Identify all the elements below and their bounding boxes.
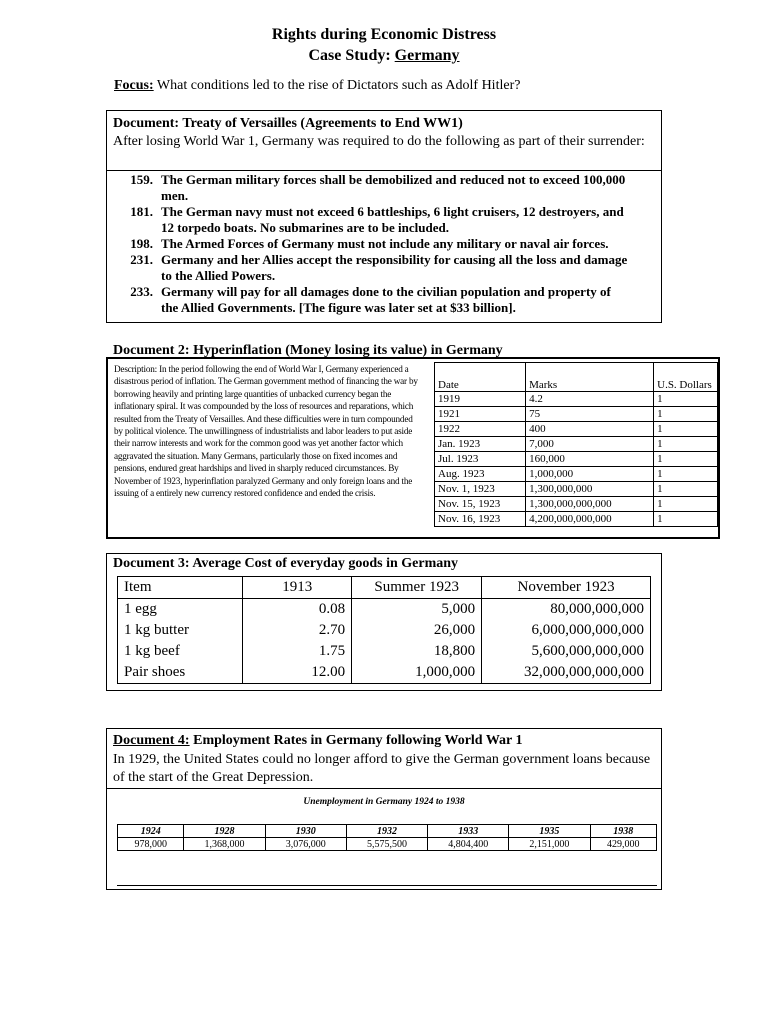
table-cell: 1 <box>654 422 718 437</box>
table-cell: 12.00 <box>243 662 352 684</box>
table-row <box>435 467 718 482</box>
article-number: 233. <box>130 284 153 299</box>
table-cell: Aug. 1923 <box>435 467 526 482</box>
year-header: 1938 <box>590 825 656 838</box>
year-header: 1928 <box>184 825 265 838</box>
table-cell: 1 <box>654 467 718 482</box>
column-header: Date <box>435 363 526 392</box>
table-cell: 1 <box>654 392 718 407</box>
unemployment-value: 2,151,000 <box>509 838 590 851</box>
table-cell: 26,000 <box>352 620 482 641</box>
column-header: Item <box>118 577 243 599</box>
article-text: The German navy must not exceed 6 battleships, 6 light cruisers, 12 destroyers, and 12 torpedo boats. No submarines are to be included. <box>161 204 624 235</box>
subtitle-prefix: Case Study: <box>308 47 395 64</box>
doc3-heading: Document 3: Average Cost of everyday goods in Germany <box>113 556 459 571</box>
table-cell: 1 kg beef <box>118 641 243 662</box>
table-cell: 1 kg butter <box>118 620 243 641</box>
treaty-article <box>115 284 635 316</box>
doc2-description: Description: In the period following the end of World War I, Germany experienced a disastrous period of inflation. The German government method of financing the war by borrowing heavily and printing large quantities of unbacked currency began the inflationary spiral. It was compounded by the loss of resources and reparations, which resulted from the Treaty of Versailles. And these difficulties were in turn compounded by political violence. The unwillingness of industrialists and labor leaders to put aside their narrow interests and work for the common good was yet another factor which aggravated the situation. Many Germans, particularly those on fixed incomes and pensions, endured great hardships and lived in sharply reduced circumstances. By November of 1923, hyperinflation paralyzed Germany and only foreign loans and the issuing of a entirely new currency restored confidence and ended the crisis. <box>114 364 418 499</box>
doc1-intro: After losing World War 1, Germany was required to do the following as part of their surrender: <box>113 134 645 149</box>
doc4-divider <box>107 788 661 789</box>
doc2-heading: Document 2: Hyperinflation (Money losing its value) in Germany <box>113 343 503 358</box>
table-cell: 1,300,000,000,000 <box>526 497 654 512</box>
table-row <box>435 512 718 527</box>
table-cell: 5,600,000,000,000 <box>482 641 651 662</box>
year-header: 1924 <box>118 825 184 838</box>
table-cell: 18,800 <box>352 641 482 662</box>
table-cell: 1,000,000 <box>352 662 482 684</box>
doc2-box <box>106 357 720 539</box>
table-cell: 1 <box>654 497 718 512</box>
unemployment-value: 5,575,500 <box>346 838 427 851</box>
table-cell: 1,300,000,000 <box>526 482 654 497</box>
table-row <box>435 452 718 467</box>
article-number: 159. <box>130 172 153 187</box>
doc4-heading-rest: Employment Rates in Germany following World War 1 <box>189 733 523 748</box>
table-cell: 1 <box>654 512 718 527</box>
doc1-divider <box>107 170 661 171</box>
doc4-intro: In 1929, the United States could no longer afford to give the German government loans because of the start of the Great Depression. <box>113 752 651 785</box>
table-cell: 4.2 <box>526 392 654 407</box>
page-subtitle <box>0 47 768 65</box>
unemployment-value: 3,076,000 <box>265 838 346 851</box>
table-cell: 0.08 <box>243 599 352 621</box>
table-cell: 80,000,000,000 <box>482 599 651 621</box>
goods-cost-table <box>117 576 651 684</box>
table-row <box>118 620 651 641</box>
table-cell: 1 egg <box>118 599 243 621</box>
table-row <box>435 422 718 437</box>
article-text: Germany and her Allies accept the responsibility for causing all the loss and damage to the Allied Powers. <box>161 252 628 283</box>
column-header: November 1923 <box>482 577 651 599</box>
table-row <box>118 641 651 662</box>
doc4-bottom-rule <box>117 885 657 886</box>
table-cell: 4,200,000,000,000 <box>526 512 654 527</box>
table-row <box>435 497 718 512</box>
table-cell: Pair shoes <box>118 662 243 684</box>
table-cell: 1.75 <box>243 641 352 662</box>
table-cell: 400 <box>526 422 654 437</box>
treaty-article <box>115 172 635 204</box>
table-cell: 5,000 <box>352 599 482 621</box>
column-header: U.S. Dollars <box>654 363 718 392</box>
table-cell: Jan. 1923 <box>435 437 526 452</box>
article-number: 231. <box>130 252 153 267</box>
unemployment-value: 429,000 <box>590 838 656 851</box>
article-text: The Armed Forces of Germany must not include any military or naval air forces. <box>161 236 609 251</box>
hyperinflation-table <box>434 362 718 527</box>
year-header: 1930 <box>265 825 346 838</box>
subtitle-country: Germany <box>394 47 460 64</box>
table-cell: Nov. 15, 1923 <box>435 497 526 512</box>
table-cell: Nov. 16, 1923 <box>435 512 526 527</box>
table-row <box>118 838 657 851</box>
table-row <box>435 392 718 407</box>
treaty-article <box>115 204 635 236</box>
table-cell: 2.70 <box>243 620 352 641</box>
article-number: 198. <box>130 236 153 251</box>
doc4-heading <box>113 733 523 749</box>
unemployment-value: 1,368,000 <box>184 838 265 851</box>
table-row <box>435 437 718 452</box>
unemployment-table <box>117 824 657 851</box>
table-cell: 1 <box>654 407 718 422</box>
table-cell: 160,000 <box>526 452 654 467</box>
doc1-heading: Document: Treaty of Versailles (Agreements to End WW1) <box>113 116 463 131</box>
table-cell: 1921 <box>435 407 526 422</box>
unemployment-table-title: Unemployment in Germany 1924 to 1938 <box>303 797 465 807</box>
focus-question: What conditions led to the rise of Dictators such as Adolf Hitler? <box>156 78 521 93</box>
table-cell: 6,000,000,000,000 <box>482 620 651 641</box>
column-header: Summer 1923 <box>352 577 482 599</box>
year-header: 1932 <box>346 825 427 838</box>
table-cell: Nov. 1, 1923 <box>435 482 526 497</box>
table-cell: 1,000,000 <box>526 467 654 482</box>
table-row <box>435 407 718 422</box>
unemployment-value: 978,000 <box>118 838 184 851</box>
table-cell: 1 <box>654 482 718 497</box>
table-cell: Jul. 1923 <box>435 452 526 467</box>
table-row <box>435 482 718 497</box>
table-cell: 1919 <box>435 392 526 407</box>
page-title: Rights during Economic Distress <box>271 26 497 43</box>
treaty-article <box>115 236 635 252</box>
doc4-box <box>106 728 662 890</box>
focus-label: Focus: <box>114 78 154 93</box>
focus-line <box>114 78 520 94</box>
table-cell: 1 <box>654 452 718 467</box>
article-number: 181. <box>130 204 153 219</box>
table-cell: 1922 <box>435 422 526 437</box>
table-cell: 32,000,000,000,000 <box>482 662 651 684</box>
table-row <box>118 599 651 621</box>
article-text: The German military forces shall be demobilized and reduced not to exceed 100,000 men. <box>161 172 626 203</box>
column-header: 1913 <box>243 577 352 599</box>
table-cell: 7,000 <box>526 437 654 452</box>
article-text: Germany will pay for all damages done to the civilian population and property of the Allied Governments. [The figure was later set at $33 billion]. <box>161 284 611 315</box>
year-header: 1933 <box>428 825 509 838</box>
column-header: Marks <box>526 363 654 392</box>
year-header: 1935 <box>509 825 590 838</box>
doc3-box <box>106 553 662 691</box>
table-row <box>118 662 651 684</box>
treaty-article <box>115 252 635 284</box>
doc1-box <box>106 110 662 323</box>
table-cell: 1 <box>654 437 718 452</box>
unemployment-value: 4,804,400 <box>428 838 509 851</box>
doc4-heading-label: Document 4: <box>113 733 190 748</box>
table-cell: 75 <box>526 407 654 422</box>
